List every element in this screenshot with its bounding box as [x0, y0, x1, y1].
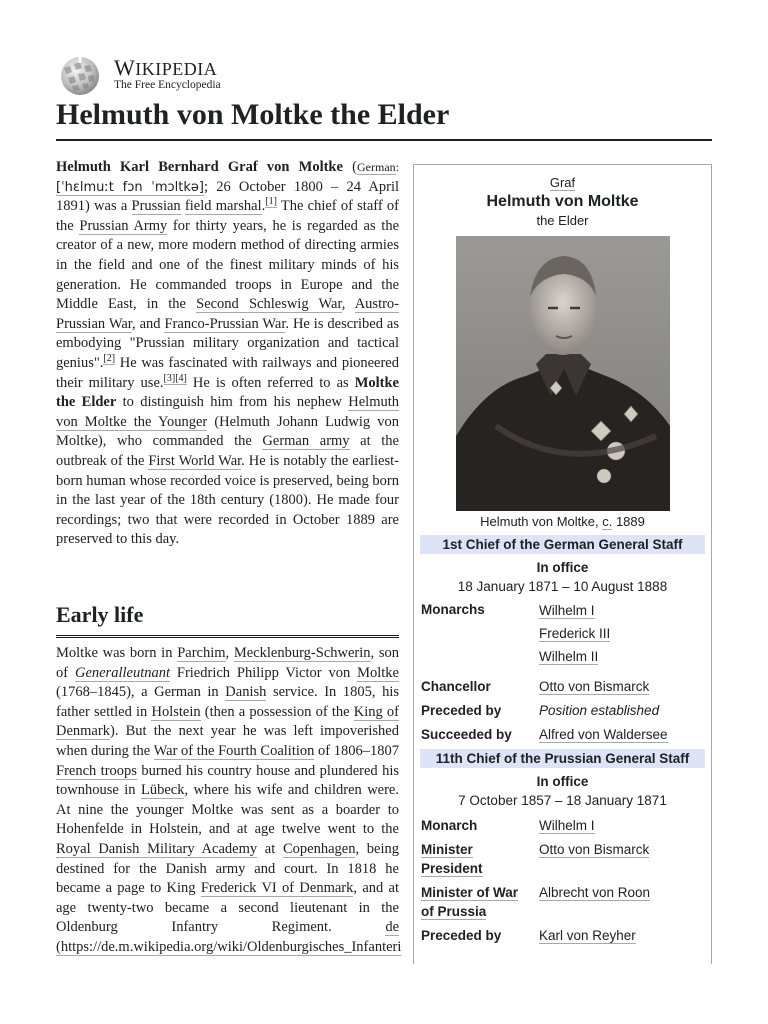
text: . [261, 198, 266, 215]
text: : [395, 160, 399, 174]
link-otto-von-bismarck[interactable]: Otto von Bismarck [539, 842, 650, 857]
text: . He is described as embodying "Prussian military organization and tactical genius". [56, 315, 399, 371]
text: , son of [56, 645, 400, 681]
infobox-row-succeeded [421, 723, 704, 747]
link-royal-danish-military-academy[interactable]: Royal Danish Military Academy [56, 840, 258, 857]
citation-3[interactable]: [3] [163, 372, 176, 384]
text: ). But the next year he was left impoverished when during the [56, 723, 399, 759]
link-circa[interactable]: c. [602, 514, 613, 529]
link-karl-von-reyher[interactable]: Karl von Reyher [539, 928, 636, 943]
subject-name: Helmuth Karl Bernhard Graf von Moltke [56, 159, 343, 175]
tagline: The Free Encyclopedia [114, 79, 221, 91]
row-label: Succeeded by [421, 727, 512, 742]
link-danish[interactable]: Danish [225, 684, 267, 701]
text: 1889 [612, 514, 645, 529]
ipa-pronunciation-link[interactable]: [ˈhɛlmuːt fɔn ˈmɔltkə] [56, 179, 204, 195]
link-generalleutnant[interactable]: Generalleutnant [74, 664, 171, 681]
infobox-row-monarch [421, 814, 704, 838]
infobox [413, 164, 712, 964]
text: at the outbreak of the [56, 433, 399, 469]
wordmark-rest: IKIPEDIA [135, 59, 218, 79]
page-title: Helmuth von Moltke the Elder [56, 95, 712, 141]
row-label: Preceded by [421, 703, 502, 718]
text: (1768–1845), a German in [56, 684, 226, 701]
in-office-label: In office [536, 774, 589, 789]
link-chief-prussian-general-staff[interactable]: 11th Chief of the Prussian General Staff [435, 751, 690, 766]
citation-2[interactable]: [2] [103, 353, 116, 365]
section-heading-early-life[interactable]: Early life [56, 601, 399, 638]
link-albrecht-von-roon[interactable]: Albrecht von Roon [539, 885, 651, 900]
link-german-army[interactable]: German army [262, 433, 350, 450]
text: at [257, 840, 283, 857]
link-prussian[interactable]: Prussian [131, 198, 181, 215]
row-value [539, 602, 704, 671]
link-second-schleswig-war[interactable]: Second Schleswig War [196, 296, 342, 313]
text: ; 26 October 1800 – 24 April 1891) was a [56, 178, 400, 215]
text: Moltke was born in [56, 645, 178, 661]
text: ( [342, 159, 357, 175]
text: Friedrich Philipp Victor von [170, 664, 358, 681]
link-moltke-the-younger[interactable]: Helmuth von Moltke the Younger [56, 394, 400, 430]
portrait-image[interactable] [456, 236, 670, 511]
infobox-name: Helmuth von Moltke [486, 193, 639, 210]
in-office [414, 558, 711, 596]
link-minister-of-war[interactable]: Minister of War [421, 885, 519, 900]
row-label: Monarch [421, 818, 478, 833]
text: (then a possession of the [200, 703, 354, 720]
bold-alias: Moltke the Elder [56, 374, 399, 411]
link-wilhelm-i[interactable]: Wilhelm I [539, 818, 595, 833]
text: (Helmuth Johann Ludwig von Moltke), who commanded the [56, 413, 399, 450]
text: The chief of staff of the [56, 198, 399, 234]
link-wilhelm-ii[interactable]: Wilhelm II [539, 649, 599, 664]
in-office [414, 772, 711, 810]
link-king-of-denmark[interactable]: King of Denmark [56, 703, 399, 740]
early-life-paragraph [56, 644, 402, 958]
link-de-wikipedia[interactable]: de (https://de.m.wikipedia.org/wiki/Oldenburgisches_Infanteri [56, 919, 402, 955]
text: , where his wife and children were. At nine the younger Moltke was sent as a boarder to Hohenfelde in Holstein, and at age twelve went to the [56, 782, 399, 838]
link-graf[interactable]: Graf [549, 175, 576, 190]
infobox-row-preceded [421, 699, 704, 723]
link-lubeck[interactable]: Lübeck [140, 782, 185, 799]
citation-1[interactable]: [1] [265, 196, 277, 208]
row-label: Monarchs [421, 602, 485, 617]
link-minister-of-war[interactable]: of Prussia [421, 904, 487, 919]
link-austro-prussian-war[interactable]: Austro-Prussian War [56, 296, 400, 332]
text: , and [132, 315, 165, 332]
wikipedia-globe-icon[interactable] [56, 54, 104, 96]
row-label: Chancellor [421, 679, 491, 694]
link-holstein[interactable]: Holstein [151, 703, 201, 720]
link-otto-von-bismarck[interactable]: Otto von Bismarck [539, 679, 650, 694]
link-french-troops[interactable]: French troops [56, 762, 137, 779]
link-copenhagen[interactable]: Copenhagen [282, 840, 356, 857]
link-minister-president[interactable]: President [421, 861, 483, 876]
link-moltke[interactable]: Moltke [357, 664, 399, 681]
link-chief-german-general-staff[interactable]: 1st Chief of the German General Staff [442, 537, 683, 552]
link-mecklenburg-schwerin[interactable]: Mecklenburg-Schwerin [233, 645, 371, 661]
text: burned his country house and plundered his townhouse in [56, 762, 399, 799]
infobox-row-monarchs [421, 602, 704, 671]
in-office-label: In office [536, 560, 589, 575]
text: for thirty years, he is regarded as the creator of a new, more modern method of directing armies in the field and one of the finest military minds of his generation. He commanded troops in Europe and the Middle East, in the [56, 217, 400, 313]
text: to distinguish him from his nephew [116, 394, 349, 411]
link-frederick-vi-of-denmark[interactable]: Frederick VI of Denmark [200, 880, 354, 897]
row-label: Preceded by [421, 928, 502, 943]
infobox-row-preceded [421, 924, 704, 948]
link-wilhelm-i[interactable]: Wilhelm I [539, 603, 595, 618]
link-franco-prussian-war[interactable]: Franco-Prussian War [164, 315, 286, 332]
infobox-suffix: the Elder [536, 213, 589, 228]
citation-4[interactable]: [4] [175, 372, 187, 384]
text: . He is notably the earliest-born human whose recorded voice is preserved, being born in the last year of the 18th century (1800). He made four recordings; two that were recorded in October 1889 are preserved to this day. [56, 452, 399, 548]
infobox-row-minister-of-war [421, 883, 704, 921]
german-language-link[interactable]: German [357, 160, 396, 174]
wordmark-initial: W [114, 55, 136, 80]
text: , [341, 296, 355, 313]
link-alfred-von-waldersee[interactable]: Alfred von Waldersee [539, 727, 668, 742]
wikipedia-wordmark[interactable] [114, 55, 217, 81]
site-header [56, 52, 716, 100]
infobox-section-header [420, 749, 705, 768]
text: , being destined for the Danish army and court. In 1818 he became a page to King [56, 840, 400, 897]
row-value: Position established [539, 703, 660, 718]
text: He was fascinated with railways and pioneered their military use. [56, 354, 399, 391]
link-frederick-iii[interactable]: Frederick III [539, 626, 611, 641]
text: , and at age twenty-two became a second lieutenant in the Oldenburg Infantry Regiment. [56, 880, 400, 936]
lead-paragraph [56, 158, 399, 550]
link-parchim[interactable]: Parchim [177, 645, 226, 661]
text: He is often referred to as [186, 374, 355, 391]
infobox-row-chancellor [421, 675, 704, 699]
office-dates: 18 January 1871 – 10 August 1888 [457, 579, 668, 594]
portrait-caption [414, 514, 711, 529]
text: Helmuth von Moltke, [480, 514, 603, 529]
infobox-section-header [420, 535, 705, 554]
link-minister-president[interactable]: Minister [421, 842, 473, 857]
infobox-above [414, 173, 711, 230]
infobox-row-minister-president [421, 840, 704, 878]
link-war-of-the-fourth-coalition[interactable]: War of the Fourth Coalition [153, 742, 315, 759]
office-dates: 7 October 1857 – 18 January 1871 [458, 793, 667, 808]
link-first-world-war[interactable]: First World War [148, 452, 242, 469]
text: , [225, 645, 234, 661]
text: service. In 1805, his father settled in [56, 684, 400, 720]
text: of 1806–1807 [314, 742, 399, 759]
link-field-marshal[interactable]: field marshal [184, 198, 262, 215]
link-prussian-army[interactable]: Prussian Army [79, 217, 168, 234]
